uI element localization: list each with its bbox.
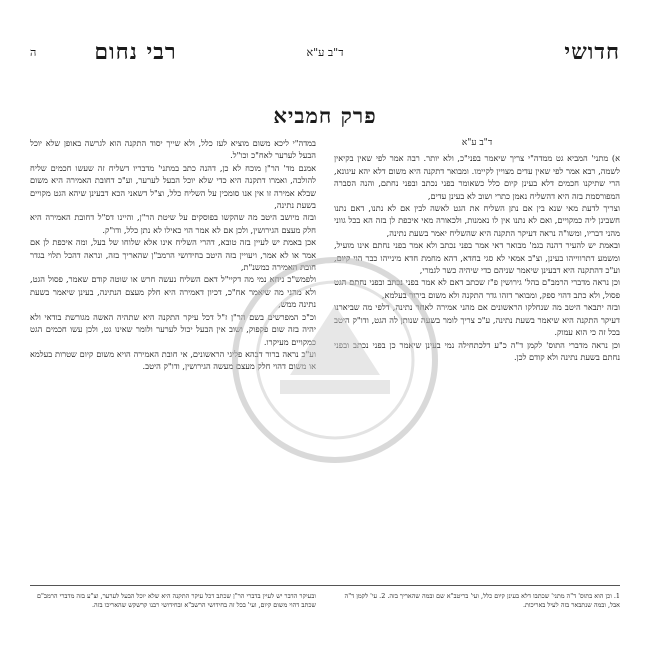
- paragraph: במדה"י ליכא משום מוציא לעז כלל, ולא שייך יסוד התקנה הוא לגרשה באופן שלא יוכל הבעל לערער לאח"כ וכו"ל.: [30, 138, 316, 161]
- book-page: [30, 15, 620, 635]
- paragraph: א) מתני' המביא גט ממדה"י צריך שיאמר בפני"כ, ולא יותר. רבה אמר לפי שאין בקיאין לשמה, רבא אמר לפי שאין עדים מצויין לקיימו. ומבואר דתקנה היא משום דלא יהא עיגונא, הרי שתיקנו חכמים דלא בעינן קיום כלל כשאומר בפני נכתב ובפני נחתם, והנה הסברה המפורסמת בזה היא דהשליח נאמן כתרי ושוב לא בעינן עדים,: [334, 153, 620, 201]
- footnotes-left: [30, 592, 316, 640]
- paragraph: אכן באמת יש לעיין בזה טובא, דהרי השליח אינו אלא שלוחו של בעל, ומה איכפת לן אם אמר או לא אמר, ויעויין בזה היטב בחידושי הרמב"ן שהאריך בזה, ונראה דהכל תלוי בגדר חובת האמירה כמשנ"ת,: [30, 237, 316, 273]
- header-left-title: רבי נחום: [94, 39, 177, 65]
- header-right-title: חדושי: [564, 39, 620, 65]
- paragraph: וכ"כ המפרשים בשם הר"ן ז"ל דכל עיקר התקנה היא שתהיה האשה מגורשת בודאי ולא יהיה בזה שום פקפוק, ושוב אין הבעל יכול לערער ולומר שאינו גט, ולכן עשו חכמים הגט כמקויים מעיקרו.: [30, 311, 316, 347]
- paragraph: וצריך לדעת מאי שנא בין אם נתן השליח את הגט לאשה לבין אם לא נתנו, דאם נתנו חשבינן ליה כמקויים, ואם לא נתנו אין לו נאמנות, ולכאורה מאי איכפת לן בזה הא בכל גווני מהני דבריו, ומשו"ה נראה דעיקר התקנה היא שהשליח יאמר בשעת נתינה,: [334, 203, 620, 238]
- footnotes-right: [334, 592, 620, 640]
- footnote-text: ובעיקר הדבר יש לעיין בדברי הר"ן שכתב דכל עיקר התקנה היא שלא יוכל הבעל לערער, וצ"ע בזה מדברי הרמב"ם שכתב דהוי משום קיום, ועי' בכל זה בחידושי הרשב"א ובחידושי רבנו קרשקש שהאריכו בזה.: [36, 592, 316, 609]
- paragraph: ובזה מיושב היטב מה שהקשו בפוסקים על שיטת הר"ן, והיינו דס"ל דחובת האמירה היא חלק מעצם הגירושין, ולכן אם לא אמר הוי כאילו לא נתן כלל, ודו"ק.: [30, 212, 316, 235]
- running-header: [30, 37, 620, 67]
- column-heading: ד"ב ע"א: [461, 138, 493, 148]
- paragraph: וכן נראה מדברי הרמב"ם בהל' גירושין פ"ז שכתב דאם לא אמר בפני נכתב ובפני נחתם הגט פסול, ולא כתב דהוי ספק, ומבואר דזהו גדר התקנה ולא משום בירור בעלמא,: [334, 277, 620, 300]
- paragraph: וכן נראה מדברי התוס' לקמן ד"ה כ"ע דלכתחילה נמי בעינן שיאמר כן בפני נכתב ובפני נחתם בשעת נתינה ולא קודם לכן.: [334, 339, 620, 362]
- text-columns: [30, 137, 620, 579]
- header-left-group: [30, 39, 177, 65]
- header-folio: ד"ב ע"א: [306, 45, 344, 59]
- paragraph: ובזה יתבאר היטב מה שנחלקו הראשונים אם מהני אמירה לאחר נתינה, דלפי מה שביארנו דעיקר התקנה היא שיאמר בשעת נתינה, ע"כ צריך לומר בשעה שנותן לה הגט, ודו"ק היטב בכל זה כי הוא עמוק.: [334, 302, 620, 338]
- right-column: [334, 137, 620, 579]
- footnote-text: 1. וכן הוא בתוס' ד"ה מתני' שכתבו דלא בעינן קיום כלל, ועי' בריטב"א שם ובמה שהאריך בזה. 2. עי' לקמן ד"ה אבל, ובמה שנתבאר בזה לעיל באריכות.: [344, 592, 620, 609]
- page-number: ה: [30, 45, 37, 59]
- paragraph: אמנם מד' הר"ן מוכח לא כן, דהנה כתב במתני' מדבריו דשליח זה שעשו חכמים שליח להולכה, ואמרו דתקנה היא כדי שלא יוכל הבעל לערער, וע"כ דחובת האמירה היא משום שבלא אמירה זו אין אנו סומכין על השליח כלל, וצ"ל דשאני הכא דבעינן שיהא הגט מקויים בשעת נתינה,: [30, 162, 316, 211]
- paragraph: ובאמת יש להעיר דהנה בגמ' מבואר דאי אמר בפני נכתב ולא אמר בפני נחתם אינו מועיל, ומשמע דתרווייהו בעינן, וצ"ב אמאי לא סגי בחדא, דהא מחמת חדא מינייהו כבר הוי קיום, וע"כ דהתקנה היא דבעינן שיאמר שניהם כדי שיהיה כשר לגמרי,: [334, 240, 620, 276]
- chapter-title: פרק חמביא: [273, 103, 377, 128]
- footnotes: [30, 585, 620, 640]
- paragraph: וע"כ נראה ברור דבהא פליגי הראשונים, אי חובת האמירה הויא משום קיום שטרות בעלמא או משום דהוי חלק מעצם מעשה הגירושין, ודו"ק היטב.: [30, 348, 316, 372]
- left-column: [30, 137, 316, 579]
- paragraph: ולפמש"כ ניחא נמי מה דקיי"ל דאם השליח נעשה חרש או שוטה קודם שאמר, פסול הגט, ולא מהני מה שיאמר אח"כ, דכיון דאמירה היא חלק מעצם הנתינה, בעינן שיאמר בשעת נתינה ממש,: [30, 274, 316, 310]
